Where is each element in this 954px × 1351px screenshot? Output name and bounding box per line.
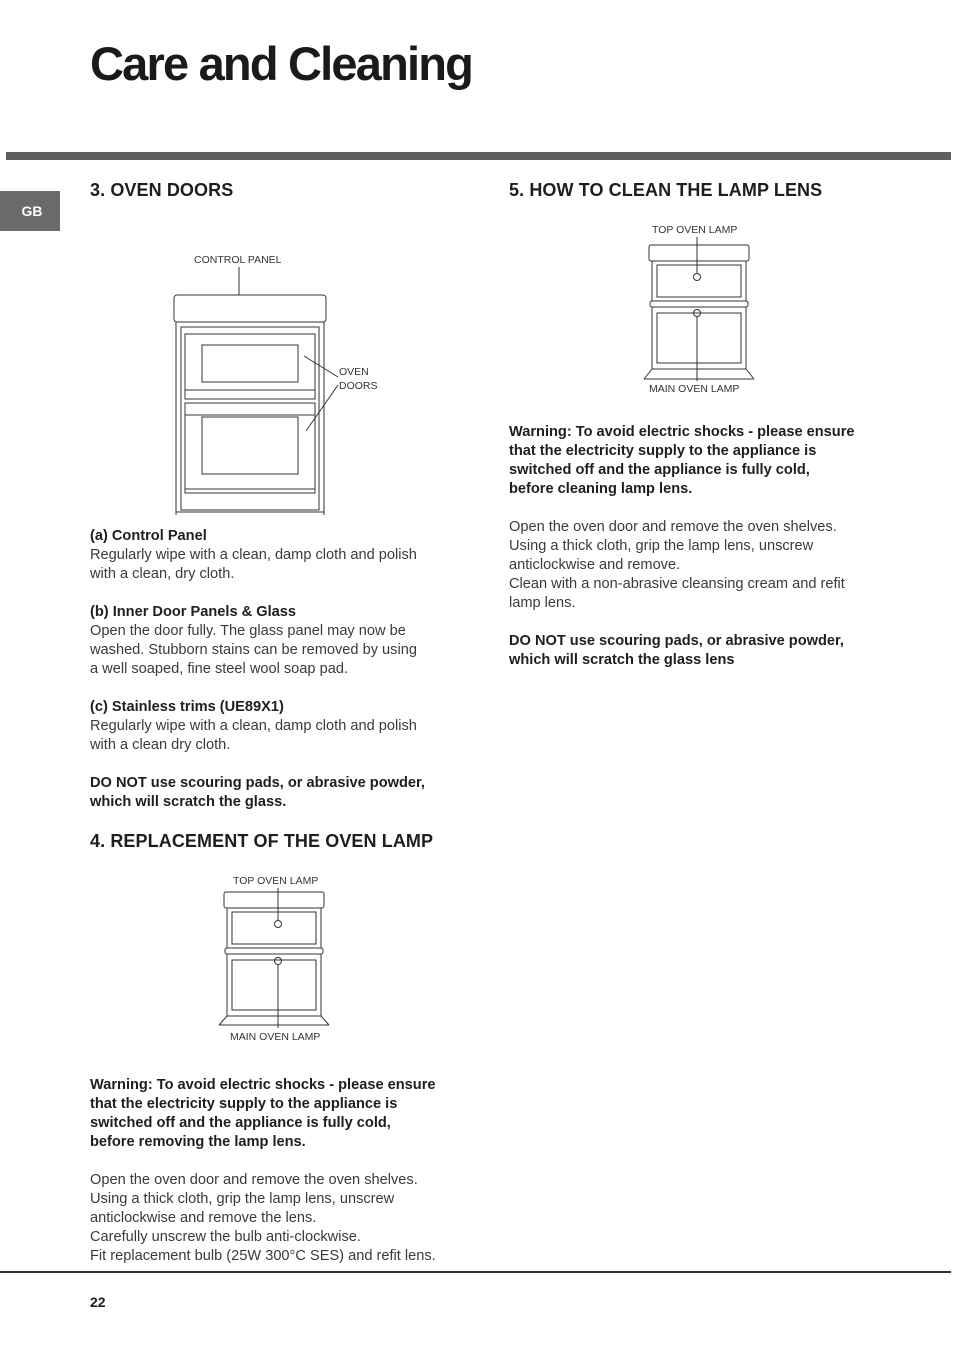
section-3-heading: 3. OVEN DOORS [90, 180, 234, 200]
oven-label: OVEN [339, 366, 369, 378]
language-tab: GB [0, 191, 60, 231]
oven-lamp-figure [90, 860, 470, 1060]
top-oven-lamp-label: TOP OVEN LAMP [233, 875, 319, 887]
section-5-heading: 5. HOW TO CLEAN THE LAMP LENS [509, 180, 823, 200]
control-panel-title: (a) Control Panel [90, 528, 207, 544]
section-4-body: Open the oven door and remove the oven shelves. Using a thick cloth, grip the lamp lens, unscrew anticlockwise and remove the lens. Carefully unscrew the bulb anti-clockwise. Fit replacement bulb (25W 300°C SES) and refit lens. [90, 1172, 436, 1264]
section-5-caution: DO NOT use scouring pads, or abrasive powder, which will scratch the glass lens [509, 633, 844, 668]
page-title: Care and Cleaning [90, 37, 473, 90]
lamp-lens-diagram [509, 209, 889, 409]
right-column [509, 180, 889, 670]
section-5-warning: Warning: To avoid electric shocks - please ensure that the electricity supply to the appliance is switched off and the appliance is fully cold, before cleaning lamp lens. [509, 424, 855, 497]
control-panel-label: CONTROL PANEL [194, 254, 282, 266]
section-5-body: Open the oven door and remove the oven shelves. Using a thick cloth, grip the lamp lens, unscrew anticlockwise and remove. Clean with a non-abrasive cleansing cream and refit lamp lens. [509, 519, 845, 611]
stainless-trims-title: (c) Stainless trims (UE89X1) [90, 699, 284, 715]
section-4-heading: 4. REPLACEMENT OF THE OVEN LAMP [90, 831, 434, 851]
main-oven-lamp-label: MAIN OVEN LAMP [230, 1031, 321, 1043]
inner-door-title: (b) Inner Door Panels & Glass [90, 604, 296, 620]
section-4-warning: Warning: To avoid electric shocks - please ensure that the electricity supply to the appliance is switched off and the appliance is fully cold, before removing the lamp lens. [90, 1077, 436, 1150]
lamp-lens-figure [509, 209, 889, 409]
inner-door-text: Open the door fully. The glass panel may now be washed. Stubborn stains can be removed by using a well soaped, fine steel wool soap pad. [90, 623, 417, 677]
stainless-trims-text: Regularly wipe with a clean, damp cloth and polish with a clean dry cloth. [90, 718, 417, 753]
control-panel-text: Regularly wipe with a clean, damp cloth and polish with a clean, dry cloth. [90, 547, 417, 582]
oven-doors-figure [90, 209, 470, 515]
doors-label: DOORS [339, 380, 378, 392]
footer-rule [0, 1271, 951, 1273]
section-3-warning: DO NOT use scouring pads, or abrasive powder, which will scratch the glass. [90, 775, 425, 810]
page-number: 22 [90, 1294, 106, 1310]
top-oven-lamp-label-2: TOP OVEN LAMP [652, 224, 738, 236]
main-oven-lamp-label-2: MAIN OVEN LAMP [649, 383, 740, 395]
header-rule [6, 152, 951, 160]
left-column [90, 180, 470, 1266]
